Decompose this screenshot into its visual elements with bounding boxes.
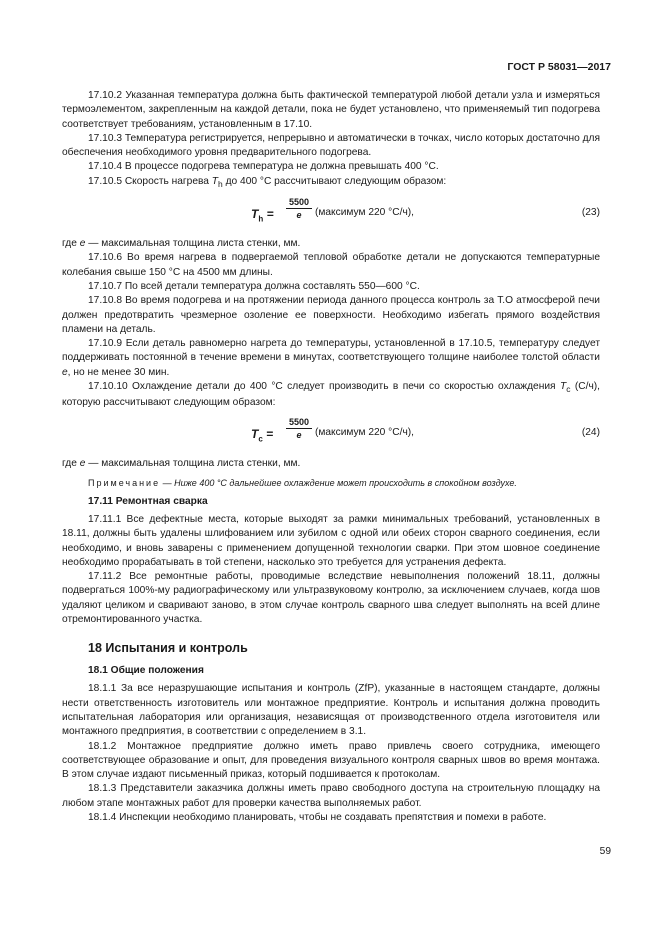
formula-23-number: (23) [581,207,600,219]
formula-23-description: (максимум 220 °С/ч), [315,207,414,219]
paragraph-17-10-5: 17.10.5 Скорость нагрева $T_h$ до 400 °С рассчитывают следующим образом: [88,175,447,189]
paragraph-17-11-2: 17.11.2 Все ремонтные работы, проводимые вследствие невыполнения положений 18.11, должны подвергаться 100%-му радиографическому или ультразвуковому контролю, за исключением случаев, когда шов удаляют целиком и сваривают заново, в этом случае контроль сварного шва следует выполнять на всей длине отремонтированного участка. [62,571,600,626]
formula-23-fraction: $\frac{5500}{e}$ [286,197,312,220]
paragraph-18-1-2: 18.1.2 Монтажное предприятие должно иметь право привлечь своего сотрудника, имеющего соответствующее образование и опыт, для проведения визуального контроля сварных швов во время монтажа. В этом случае издают письменный приказ, который подшивается к протоколам. [62,740,600,781]
formula-24-number: (24) [581,426,600,438]
paragraph-17-10-8: 17.10.8 Во время подогрева и на протяжении периода данного процесса контроль за Т.О атмосферой печи должен предотвратить чрезмерное озоление ее поверхности. Необходимо избегать прямого воздействия пламени на деталь. [62,295,600,335]
paragraph-18-1-1: 18.1.1 За все неразрушающие испытания и контроль (ZfP), указанные в настоящем стандарте, должны нести ответственность изготовитель или монтажное предприятие. Контроль и испытания должна проводить испытательная лаборатория или организация, независящая от производственного отдела изготовителя или монтажного предприятия, в соответствии с определением в 3.1. [62,683,600,738]
paragraph-17-10-10: 17.10.10 Охлаждение детали до 400 °С следует производить в печи со скоростью охлаждения $T_c$ (С/ч), которую рассчитывают следующим образом: [62,381,600,409]
page-number: 59 [599,846,611,857]
paragraph-17-10-7: 17.10.7 По всей детали температура должна составлять 550—600 °С. [88,281,420,292]
section-heading-17-11: 17.11 Ремонтная сварка [88,496,208,507]
document-id-header: ГОСТ Р 58031—2017 [507,61,611,73]
note-label: Примечание [88,478,161,488]
formula-24 [62,415,600,453]
formula-24-lhs: $T_c$ = [251,426,274,444]
formula-23 [62,195,600,233]
formula-24-description: (максимум 220 °С/ч), [315,426,414,438]
section-heading-18-1: 18.1 Общие положения [88,665,204,677]
note-text: — Ниже 400 °С дальнейшее охлаждение может происходить в спокойном воздухе. [162,478,517,488]
page-content [62,89,600,825]
formula-23-lhs: $T_h$ = [251,207,274,224]
paragraph-17-10-2: 17.10.2 Указанная температура должна быть фактической температурой любой детали узла и измеряться термоэлементом, закрепленным на каждой детали, пока не будет установлено, что применяемый тип подогрева соответствует требованиям, установленным в 17.10. [62,90,600,130]
where-clause-2: где е — максимальная толщина листа стенки, мм. [62,457,301,469]
note [88,477,600,490]
paragraph-17-10-3: 17.10.3 Температура регистрируется, непрерывно и автоматически в точках, число которых достаточно для обеспечения необходимого уровня предварительного подогрева. [62,132,600,159]
paragraph-17-11-1: 17.11.1 Все дефектные места, которые выходят за рамки минимальных требований, установленных в 18.11, должны быть удалены шлифованием или зубилом с одной или обеих сторон сварного соединения, если необходимо, и вновь заварены с применением допущенной технологии сварки. При этом шовное соединение необходимо прорабатывать в той степени, насколько это требуется для устранения дефекта. [62,514,600,568]
paragraph-18-1-4: 18.1.4 Инспекции необходимо планировать, чтобы не создавать препятствия и помехи в работе. [88,812,547,824]
section-heading-18: 18 Испытания и контроль [88,641,248,656]
where-clause-1: где е — максимальная толщина листа стенки, мм. [62,238,301,250]
paragraph-17-10-4: 17.10.4 В процессе подогрева температура не должна превышать 400 °С. [88,161,439,173]
formula-24-fraction: $\frac{5500}{e}$ [286,417,312,440]
paragraph-18-1-3: 18.1.3 Представители заказчика должны иметь право свободного доступа на строительную площадку на любом этапе монтажных работ для проверки качества выполняемых работ. [62,783,600,809]
paragraph-17-10-9: 17.10.9 Если деталь равномерно нагрета до температуры, установленной в 17.10.5, температуру следует поддерживать постоянной в течение времени в минутах, соответствующего толщине наиболее толстой области е, но не менее 30 мин. [62,338,600,378]
paragraph-17-10-6: 17.10.6 Во время нагрева в подвергаемой тепловой обработке детали не допускаются температурные колебания свыше 150 °С на 4500 мм длины. [62,252,600,278]
